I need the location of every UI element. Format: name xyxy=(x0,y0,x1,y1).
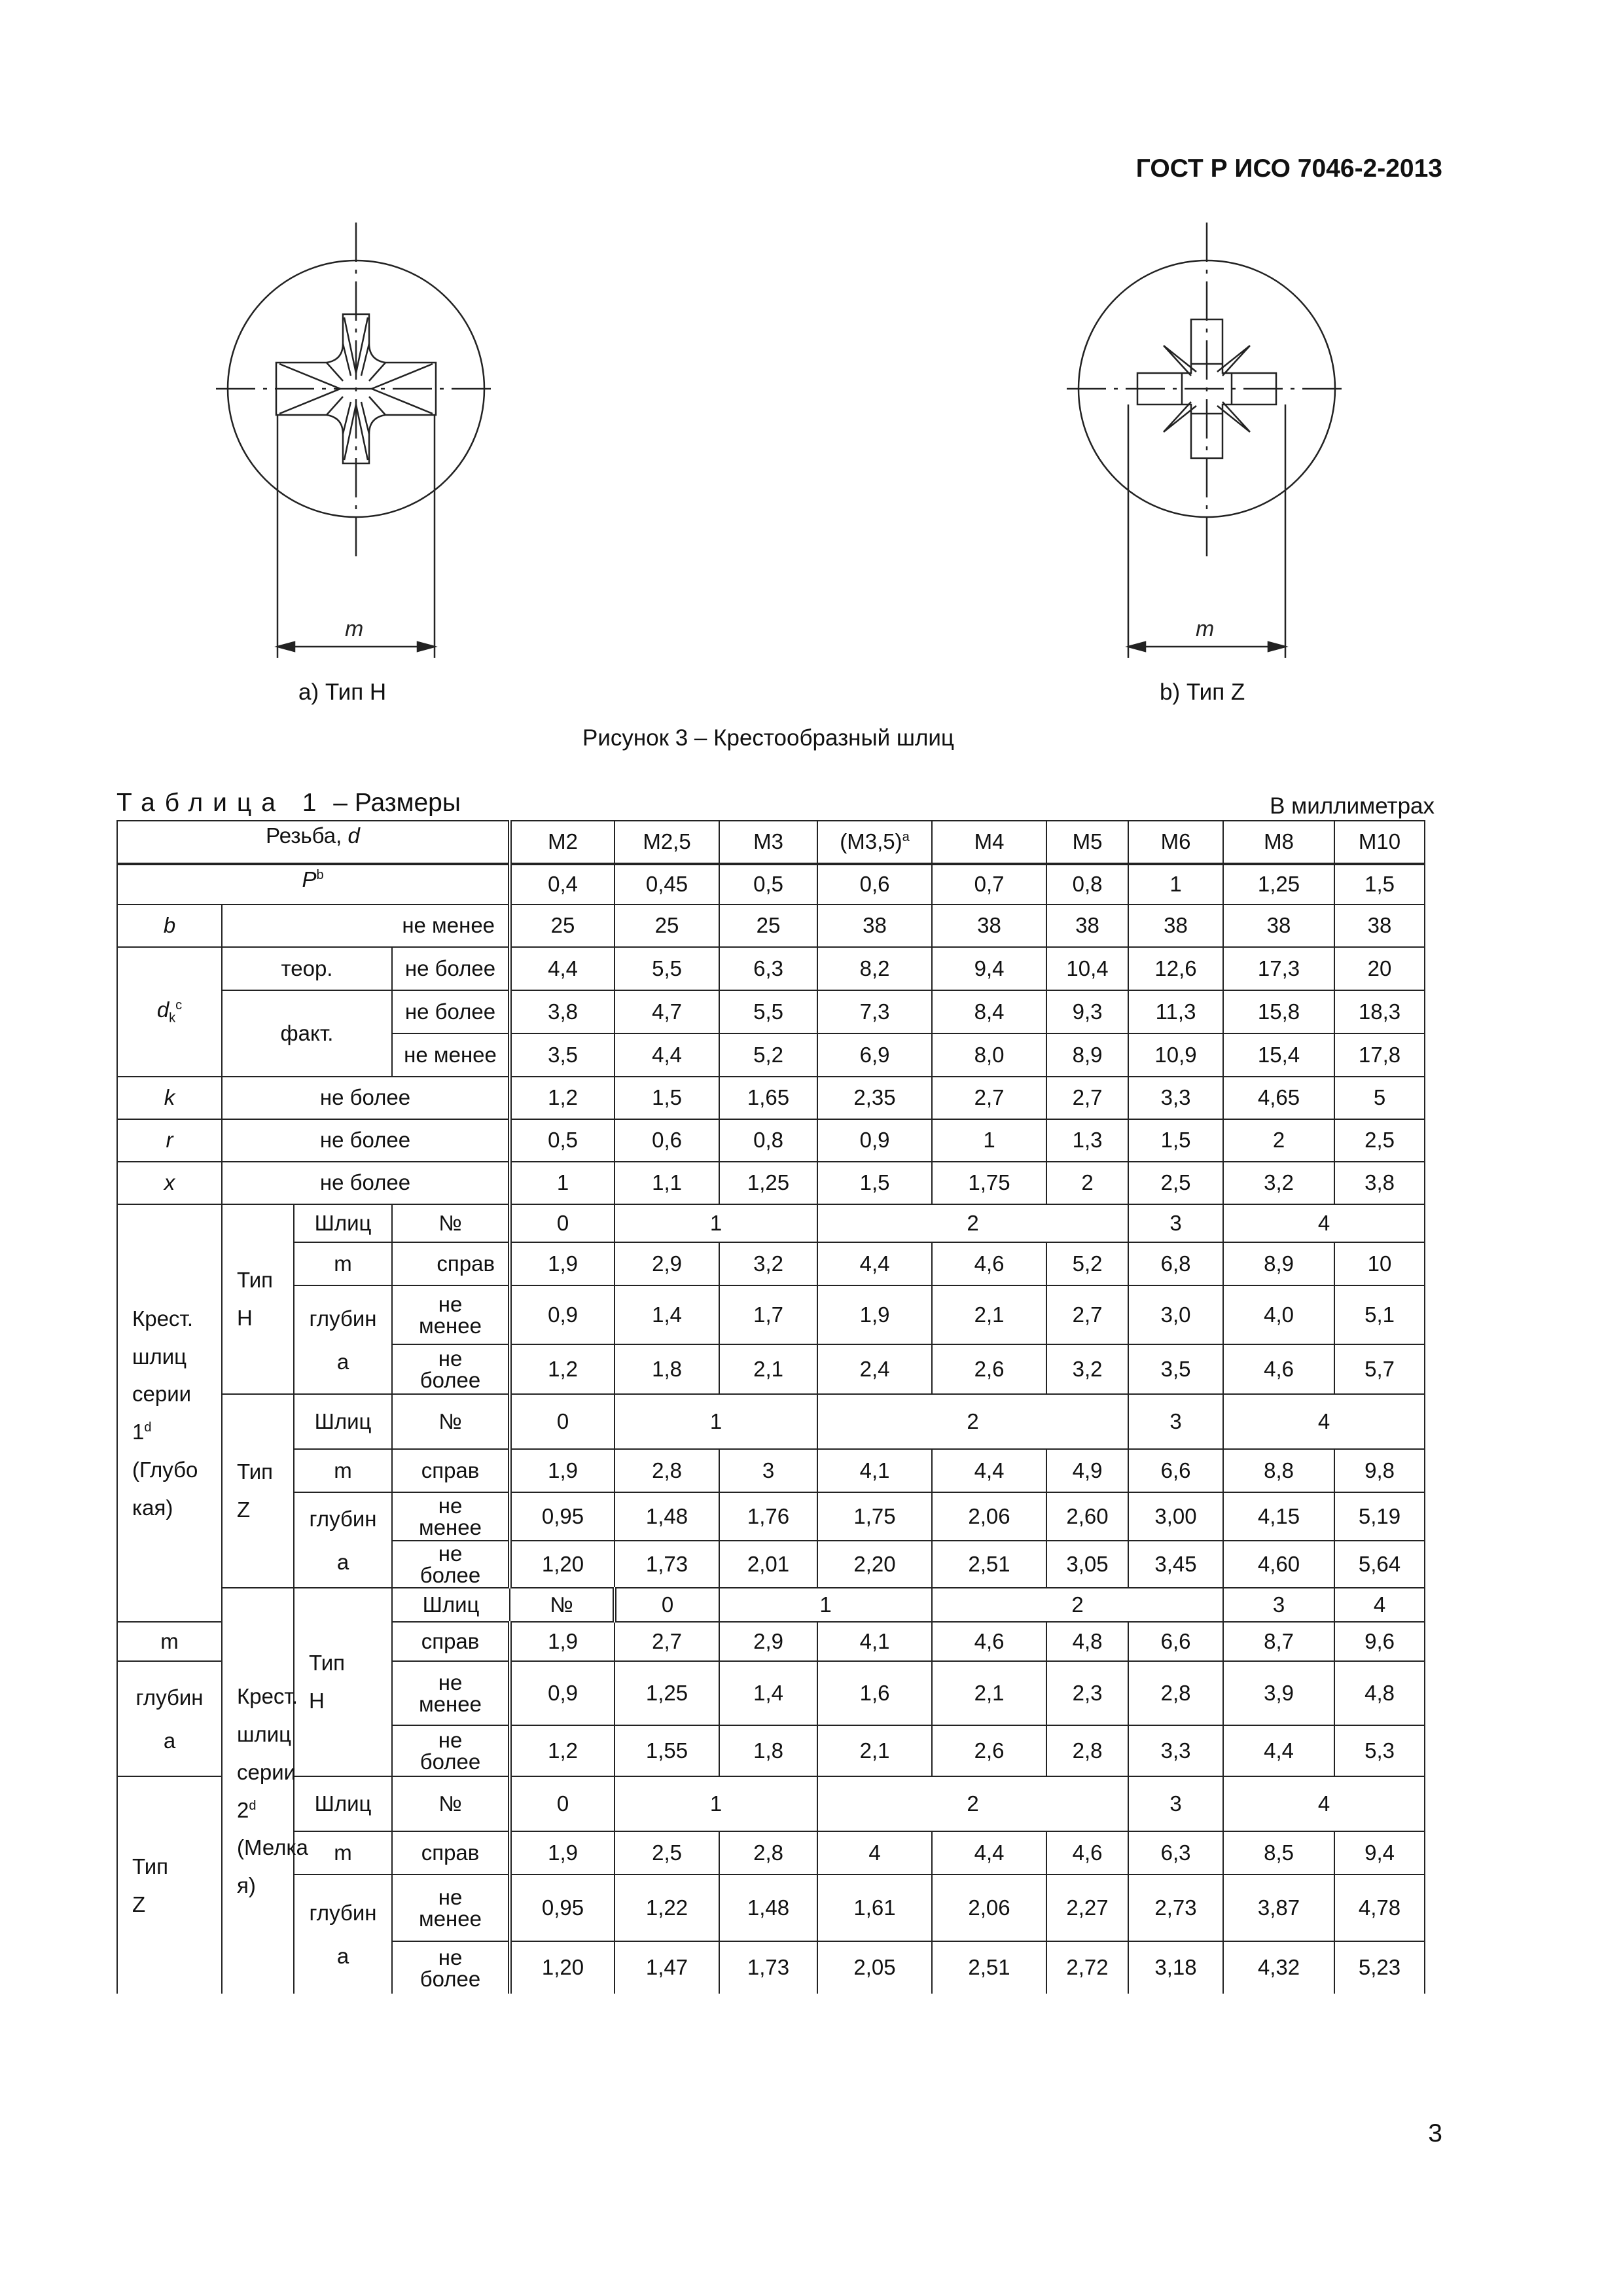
table-cell: 8,0 xyxy=(932,1033,1046,1077)
table-cell: 6,3 xyxy=(719,947,817,990)
table-cell: m xyxy=(117,1622,222,1661)
size-m3-5: $(M3,5)^a$ xyxy=(817,821,932,864)
table-cell: 1,9 xyxy=(510,1449,615,1492)
table-cell: 3,2 xyxy=(1046,1344,1128,1394)
series-2-label: Крест. шлиц серии 2$^d$ (Мелка я) xyxy=(222,1588,294,1994)
table-cell: 0 xyxy=(510,1204,615,1242)
table-cell: 10 xyxy=(1334,1242,1425,1285)
table-cell: 1,61 xyxy=(817,1874,932,1941)
table-cell: 9,6 xyxy=(1334,1622,1425,1661)
r-row xyxy=(117,1119,1425,1162)
table-cell: теор. xyxy=(222,947,392,990)
table-cell: r xyxy=(117,1119,222,1162)
table-cell: 1,48 xyxy=(615,1492,719,1541)
table-cell: 2 xyxy=(817,1394,1128,1449)
table-cell: m xyxy=(294,1449,392,1492)
dimensions-table xyxy=(116,820,1425,1994)
table-cell: Шлиц xyxy=(294,1394,392,1449)
s2-z-slot-row xyxy=(117,1776,1425,1831)
table-cell: 2,20 xyxy=(817,1541,932,1588)
table-cell: 2,01 xyxy=(719,1541,817,1588)
table-cell: 1,5 xyxy=(1334,864,1425,905)
table-cell: 2,4 xyxy=(817,1344,932,1394)
type-h-label-s1: Тип H xyxy=(222,1204,294,1394)
table-cell: 25 xyxy=(510,905,615,947)
s1-z-depth-min-row xyxy=(117,1492,1425,1541)
table-cell: 4,60 xyxy=(1223,1541,1334,1588)
dk-symbol: $d_k^c$ xyxy=(117,947,222,1077)
table-cell: Шлиц xyxy=(294,1204,392,1242)
type-h-recess-drawing xyxy=(196,209,510,681)
table-cell: 2,27 xyxy=(1046,1874,1128,1941)
table-cell: 1,2 xyxy=(510,1725,615,1776)
table-cell: 4 xyxy=(1223,1394,1425,1449)
table-cell: 1,22 xyxy=(615,1874,719,1941)
table-title xyxy=(116,789,461,817)
table-cell: 6,8 xyxy=(1128,1242,1223,1285)
table-cell: 3,18 xyxy=(1128,1941,1223,1994)
table-cell: не менее xyxy=(392,1661,510,1725)
table-cell: 1 xyxy=(510,1162,615,1204)
table-cell: 1 xyxy=(719,1588,932,1622)
table-cell: 2,8 xyxy=(719,1831,817,1874)
table-cell: 0 xyxy=(615,1588,719,1622)
table-cell: 4,4 xyxy=(817,1242,932,1285)
table-cell: 4,6 xyxy=(1046,1831,1128,1874)
table-cell: 2,1 xyxy=(932,1285,1046,1344)
table-cell: 8,4 xyxy=(932,990,1046,1033)
table-cell: 4 xyxy=(817,1831,932,1874)
table-cell: 9,4 xyxy=(932,947,1046,990)
table-cell: 9,3 xyxy=(1046,990,1128,1033)
dk-fact-max-row xyxy=(117,990,1425,1033)
table-cell: № xyxy=(392,1204,510,1242)
table-cell: 2,6 xyxy=(932,1344,1046,1394)
s1-z-m-row xyxy=(117,1449,1425,1492)
table-cell: 1,65 xyxy=(719,1077,817,1119)
table-cell: 2,5 xyxy=(615,1831,719,1874)
size-m10: M10 xyxy=(1334,821,1425,864)
table-cell: № xyxy=(392,1776,510,1831)
size-m3: M3 xyxy=(719,821,817,864)
s2-z-depth-min-row xyxy=(117,1874,1425,1941)
table-cell: 4 xyxy=(1223,1204,1425,1242)
table-cell: 2,1 xyxy=(932,1661,1046,1725)
table-cell: 1,4 xyxy=(615,1285,719,1344)
table-cell: 2,73 xyxy=(1128,1874,1223,1941)
table-cell: 0,6 xyxy=(615,1119,719,1162)
table-cell: 4,0 xyxy=(1223,1285,1334,1344)
table-cell: 0,95 xyxy=(510,1874,615,1941)
table-cell: 7,3 xyxy=(817,990,932,1033)
table-cell: 0 xyxy=(510,1776,615,1831)
table-cell: не более xyxy=(392,990,510,1033)
table-cell: 1,20 xyxy=(510,1541,615,1588)
table-cell: не более xyxy=(392,947,510,990)
table-cell: 3 xyxy=(1128,1394,1223,1449)
table-cell: 8,5 xyxy=(1223,1831,1334,1874)
table-cell: 38 xyxy=(817,905,932,947)
table-cell: 0,9 xyxy=(510,1285,615,1344)
type-z-recess-drawing xyxy=(1047,209,1361,681)
table-cell: 2 xyxy=(1223,1119,1334,1162)
table-cell: 3 xyxy=(1128,1776,1223,1831)
table-cell: 1,5 xyxy=(615,1077,719,1119)
table-cell: 38 xyxy=(932,905,1046,947)
size-m5: M5 xyxy=(1046,821,1128,864)
s2-z-m-row xyxy=(117,1831,1425,1874)
table-cell: 3,8 xyxy=(1334,1162,1425,1204)
table-cell: не менее xyxy=(392,1874,510,1941)
table-cell: 10,9 xyxy=(1128,1033,1223,1077)
table-cell: 2,7 xyxy=(615,1622,719,1661)
table-cell: 0,5 xyxy=(510,1119,615,1162)
table-cell: 1,9 xyxy=(510,1622,615,1661)
table-cell: 1,20 xyxy=(510,1941,615,1994)
table-cell: 5,2 xyxy=(1046,1242,1128,1285)
table-cell: 9,4 xyxy=(1334,1831,1425,1874)
table-cell: справ xyxy=(392,1242,510,1285)
table-cell: 1,5 xyxy=(1128,1119,1223,1162)
table-cell: m xyxy=(294,1831,392,1874)
table-title-text: – Размеры xyxy=(333,789,461,817)
table-cell: 2,35 xyxy=(817,1077,932,1119)
table-cell: 2,05 xyxy=(817,1941,932,1994)
table-cell: 8,8 xyxy=(1223,1449,1334,1492)
table-cell: 2,8 xyxy=(1128,1661,1223,1725)
size-m2-5: M2,5 xyxy=(615,821,719,864)
table-cell: 1,9 xyxy=(510,1242,615,1285)
table-cell: 0,8 xyxy=(719,1119,817,1162)
table-cell: 1 xyxy=(615,1204,817,1242)
b-row xyxy=(117,905,1425,947)
table-cell: 1,2 xyxy=(510,1077,615,1119)
table-cell: не менее xyxy=(392,1285,510,1344)
table-cell: 8,7 xyxy=(1223,1622,1334,1661)
table-cell: 4,9 xyxy=(1046,1449,1128,1492)
figure-caption: Рисунок 3 – Крестообразный шлиц xyxy=(582,725,954,751)
table-cell: факт. xyxy=(222,990,392,1077)
table-cell: 4 xyxy=(1223,1776,1425,1831)
table-cell: 8,9 xyxy=(1223,1242,1334,1285)
table-cell: 4 xyxy=(1334,1588,1425,1622)
table-cell: 0,4 xyxy=(510,864,615,905)
table-cell: 25 xyxy=(719,905,817,947)
table-cell: не более xyxy=(222,1119,510,1162)
table-cell: не более xyxy=(392,1344,510,1394)
type-h-label-s2: Тип H xyxy=(294,1588,392,1776)
page-number: 3 xyxy=(1428,2119,1442,2147)
table-cell: 5,5 xyxy=(615,947,719,990)
table-cell: 2,06 xyxy=(932,1492,1046,1541)
table-cell: 4,4 xyxy=(932,1831,1046,1874)
table-cell: 2,5 xyxy=(1334,1119,1425,1162)
table-cell: k xyxy=(117,1077,222,1119)
table-cell: 17,8 xyxy=(1334,1033,1425,1077)
table-cell: 1 xyxy=(1128,864,1223,905)
table-cell: 2 xyxy=(817,1204,1128,1242)
table-cell: не менее xyxy=(392,1033,510,1077)
table-cell: 4,4 xyxy=(615,1033,719,1077)
x-row xyxy=(117,1162,1425,1204)
table-cell: 0 xyxy=(510,1394,615,1449)
table-cell: 2,9 xyxy=(615,1242,719,1285)
table-cell: 1,75 xyxy=(817,1492,932,1541)
type-z-caption: b) Тип Z xyxy=(1160,679,1245,705)
table-cell: 1,7 xyxy=(719,1285,817,1344)
table-cell: не более xyxy=(392,1725,510,1776)
series-1-label: Крест. шлиц серии 1$^d$ (Глубо кая) xyxy=(117,1204,222,1622)
s1-z-slot-row xyxy=(117,1394,1425,1449)
table-cell: 1,1 xyxy=(615,1162,719,1204)
table-cell: 3 xyxy=(719,1449,817,1492)
table-cell: 2,5 xyxy=(1128,1162,1223,1204)
table-cell: 2,8 xyxy=(615,1449,719,1492)
table-cell: не менее xyxy=(392,1492,510,1541)
table-cell: 3,9 xyxy=(1223,1661,1334,1725)
table-cell: 0,6 xyxy=(817,864,932,905)
table-cell: 8,9 xyxy=(1046,1033,1128,1077)
table-cell: 1,25 xyxy=(1223,864,1334,905)
table-cell: 2,51 xyxy=(932,1541,1046,1588)
type-h-m-dimension: m xyxy=(345,617,364,641)
table-cell: 2,3 xyxy=(1046,1661,1128,1725)
table-cell: 4,15 xyxy=(1223,1492,1334,1541)
table-cell: 1,6 xyxy=(817,1661,932,1725)
table-cell: 3,00 xyxy=(1128,1492,1223,1541)
table-cell: 25 xyxy=(615,905,719,947)
table-cell: 3,87 xyxy=(1223,1874,1334,1941)
table-cell: 1,48 xyxy=(719,1874,817,1941)
table-cell: 2,1 xyxy=(817,1725,932,1776)
table-cell: 0,9 xyxy=(817,1119,932,1162)
table-cell: 38 xyxy=(1223,905,1334,947)
pitch-row xyxy=(117,864,1425,905)
table-cell: 5,1 xyxy=(1334,1285,1425,1344)
table-cell: 3 xyxy=(1223,1588,1334,1622)
table-cell: 4,78 xyxy=(1334,1874,1425,1941)
table-cell: 1,5 xyxy=(817,1162,932,1204)
table-cell: 1,76 xyxy=(719,1492,817,1541)
table-cell: 2,8 xyxy=(1046,1725,1128,1776)
size-m2: M2 xyxy=(510,821,615,864)
table-cell: 10,4 xyxy=(1046,947,1128,990)
size-m4: M4 xyxy=(932,821,1046,864)
table-cell: 4,6 xyxy=(932,1622,1046,1661)
table-cell: 12,6 xyxy=(1128,947,1223,990)
depth-label: глубин а xyxy=(294,1285,392,1394)
table-cell: не более xyxy=(222,1162,510,1204)
table-cell: 2,72 xyxy=(1046,1941,1128,1994)
table-cell: 1,55 xyxy=(615,1725,719,1776)
table-cell: m xyxy=(294,1242,392,1285)
table-cell: 3 xyxy=(1128,1204,1223,1242)
table-cell: 6,3 xyxy=(1128,1831,1223,1874)
table-cell: 1 xyxy=(615,1776,817,1831)
table-cell: 5,19 xyxy=(1334,1492,1425,1541)
table-cell: 9,8 xyxy=(1334,1449,1425,1492)
table-cell: 3,2 xyxy=(719,1242,817,1285)
table-cell: 0,45 xyxy=(615,864,719,905)
table-cell: 3,8 xyxy=(510,990,615,1033)
table-cell: 4,8 xyxy=(1046,1622,1128,1661)
table-cell: 0,95 xyxy=(510,1492,615,1541)
table-cell: 2,7 xyxy=(932,1077,1046,1119)
table-cell: 3,2 xyxy=(1223,1162,1334,1204)
table-cell: 15,8 xyxy=(1223,990,1334,1033)
table-cell: 0,8 xyxy=(1046,864,1128,905)
standard-number: ГОСТ Р ИСО 7046-2-2013 xyxy=(1135,154,1442,183)
table-cell: 1,75 xyxy=(932,1162,1046,1204)
pitch-label: $P^b$ xyxy=(117,864,510,905)
table-cell: 2 xyxy=(817,1776,1128,1831)
table-cell: 4,8 xyxy=(1334,1661,1425,1725)
table-cell: 2 xyxy=(932,1588,1223,1622)
table-cell: 4,6 xyxy=(1223,1344,1334,1394)
table-cell: 6,6 xyxy=(1128,1449,1223,1492)
table-cell: 6,9 xyxy=(817,1033,932,1077)
s2-h-slot-row xyxy=(117,1588,1425,1622)
table-cell: 2,1 xyxy=(719,1344,817,1394)
dk-theor-row xyxy=(117,947,1425,990)
table-cell: Шлиц xyxy=(294,1776,392,1831)
table-cell: справ xyxy=(392,1831,510,1874)
table-cell: не более xyxy=(392,1541,510,1588)
table-cell: 18,3 xyxy=(1334,990,1425,1033)
thread-label-cell: Резьба, d xyxy=(117,821,510,864)
s1-h-depth-min-row xyxy=(117,1285,1425,1344)
table-cell: 15,4 xyxy=(1223,1033,1334,1077)
type-h-caption: а) Тип H xyxy=(298,679,387,705)
table-cell: x xyxy=(117,1162,222,1204)
table-cell: 38 xyxy=(1128,905,1223,947)
table-cell: 1,9 xyxy=(817,1285,932,1344)
table-cell: 4,4 xyxy=(932,1449,1046,1492)
table-cell: 1,8 xyxy=(719,1725,817,1776)
type-z-label-s1: Тип Z xyxy=(222,1394,294,1588)
table-cell: 5,64 xyxy=(1334,1541,1425,1588)
table-cell: 1,25 xyxy=(719,1162,817,1204)
table-cell: 1,3 xyxy=(1046,1119,1128,1162)
table-cell: не менее xyxy=(222,905,510,947)
table-cell: 38 xyxy=(1334,905,1425,947)
table-cell: 3,5 xyxy=(510,1033,615,1077)
table-cell: 0,9 xyxy=(510,1661,615,1725)
table-cell: 1,9 xyxy=(510,1831,615,1874)
table-cell: 1,4 xyxy=(719,1661,817,1725)
table-cell: 5 xyxy=(1334,1077,1425,1119)
table-title-number: Таблица 1 xyxy=(116,789,327,817)
table-cell: 4,7 xyxy=(615,990,719,1033)
table-unit: В миллиметрах xyxy=(1270,793,1435,819)
table-cell: справ xyxy=(392,1622,510,1661)
table-cell: 2,6 xyxy=(932,1725,1046,1776)
table-cell: 5,3 xyxy=(1334,1725,1425,1776)
table-cell: 6,6 xyxy=(1128,1622,1223,1661)
table-cell: 5,7 xyxy=(1334,1344,1425,1394)
table-cell: 3,3 xyxy=(1128,1725,1223,1776)
table-cell: глубин а xyxy=(294,1492,392,1588)
table-cell: справ xyxy=(392,1449,510,1492)
table-cell: 4,4 xyxy=(510,947,615,990)
s1-h-slot-row xyxy=(117,1204,1425,1242)
table-cell: 3,5 xyxy=(1128,1344,1223,1394)
table-cell: 17,3 xyxy=(1223,947,1334,990)
table-cell: 8,2 xyxy=(817,947,932,990)
table-cell: не более xyxy=(392,1941,510,1994)
table-cell: 2,06 xyxy=(932,1874,1046,1941)
table-cell: 2 xyxy=(1046,1162,1128,1204)
table-cell: 4,1 xyxy=(817,1622,932,1661)
s1-h-m-row xyxy=(117,1242,1425,1285)
table-cell: № xyxy=(510,1588,615,1622)
table-cell: 2,9 xyxy=(719,1622,817,1661)
table-cell: 3,05 xyxy=(1046,1541,1128,1588)
table-cell: 2,60 xyxy=(1046,1492,1128,1541)
table-cell: 3,3 xyxy=(1128,1077,1223,1119)
table-cell: не более xyxy=(222,1077,510,1119)
table-cell: 1 xyxy=(932,1119,1046,1162)
table-cell: 0,7 xyxy=(932,864,1046,905)
table-cell: глубин а xyxy=(117,1661,222,1776)
table-cell: № xyxy=(392,1394,510,1449)
table-cell: 3,0 xyxy=(1128,1285,1223,1344)
table-cell: 1,8 xyxy=(615,1344,719,1394)
size-m6: M6 xyxy=(1128,821,1223,864)
table-cell: 2,51 xyxy=(932,1941,1046,1994)
table-cell: 4,6 xyxy=(932,1242,1046,1285)
table-cell: 1 xyxy=(615,1394,817,1449)
k-row xyxy=(117,1077,1425,1119)
table-cell: 20 xyxy=(1334,947,1425,990)
table-cell: 5,23 xyxy=(1334,1941,1425,1994)
table-cell: 1,73 xyxy=(615,1541,719,1588)
table-cell: 0,5 xyxy=(719,864,817,905)
table-cell: 3,45 xyxy=(1128,1541,1223,1588)
table-cell: 4,4 xyxy=(1223,1725,1334,1776)
table-cell: 4,65 xyxy=(1223,1077,1334,1119)
table-cell: 1,2 xyxy=(510,1344,615,1394)
table-cell: 1,73 xyxy=(719,1941,817,1994)
table-cell: 11,3 xyxy=(1128,990,1223,1033)
b-symbol: b xyxy=(117,905,222,947)
table-cell: 2,7 xyxy=(1046,1077,1128,1119)
table-cell: 1,25 xyxy=(615,1661,719,1725)
thread-row xyxy=(117,821,1425,864)
table-cell: 4,32 xyxy=(1223,1941,1334,1994)
table-cell: Шлиц xyxy=(392,1588,510,1622)
size-m8: M8 xyxy=(1223,821,1334,864)
table-cell: 1,47 xyxy=(615,1941,719,1994)
table-cell: глубин а xyxy=(294,1874,392,1994)
type-z-m-dimension: m xyxy=(1196,617,1215,641)
table-cell: 2,7 xyxy=(1046,1285,1128,1344)
type-z-label-s2: Тип Z xyxy=(117,1776,222,1994)
table-cell: 4,1 xyxy=(817,1449,932,1492)
table-cell: 5,2 xyxy=(719,1033,817,1077)
table-cell: 38 xyxy=(1046,905,1128,947)
table-cell: 5,5 xyxy=(719,990,817,1033)
